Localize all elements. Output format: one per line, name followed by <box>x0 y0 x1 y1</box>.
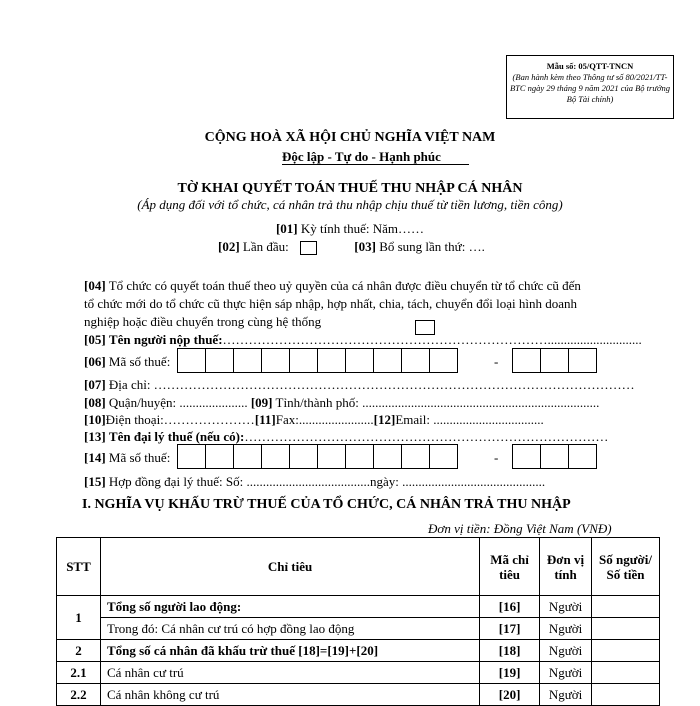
section-1-title: I. NGHĨA VỤ KHẤU TRỪ THUẾ CỦA TỔ CHỨC, CÁ NHÂN TRẢ THU NHẬP <box>82 497 571 512</box>
first-filing-checkbox[interactable] <box>300 241 317 255</box>
document-subtitle: (Áp dụng đối với tổ chức, cá nhân trả thu nhập chịu thuế từ tiền lương, tiền công) <box>137 197 563 212</box>
tax-id-dash: - <box>494 354 499 369</box>
section-04-line-1 <box>84 278 581 294</box>
tax-id-cells[interactable] <box>178 348 458 373</box>
tax-agent-id-cells[interactable] <box>178 444 458 469</box>
row-code: [17] <box>480 618 540 640</box>
table-header-row <box>57 538 660 596</box>
row-value-cell[interactable] <box>592 662 660 684</box>
province-field[interactable]: Tỉnh/thành phố: ......................................................................... <box>275 395 600 410</box>
email-field[interactable]: Email: .................................. <box>395 412 544 427</box>
table-row <box>57 684 660 706</box>
section-04-line-3: nghiệp hoặc điều chuyển trong cùng hệ thống <box>84 314 322 329</box>
row-unit: Người <box>540 618 592 640</box>
document-title: TỜ KHAI QUYẾT TOÁN THUẾ THU NHẬP CÁ NHÂN <box>177 181 523 196</box>
tax-agent-name-field[interactable]: ………………………………………………………………………… <box>244 429 609 444</box>
tax-agent-id-dash: - <box>494 450 499 465</box>
table-row <box>57 662 660 684</box>
address-field[interactable]: Địa chỉ: ………………………………………………………………………………………………… <box>108 377 635 392</box>
tax-period-line <box>0 221 700 237</box>
taxpayer-name-field[interactable]: …………………………………………………………………............................. <box>222 332 642 347</box>
field-code-07: [07] <box>84 377 106 392</box>
field-code-15: [15] <box>84 474 106 489</box>
supplement-label: Bổ sung lần thứ: …. <box>379 239 485 254</box>
section-04-line-2: tổ chức mới do tổ chức cũ thực hiện sáp nhập, hợp nhất, chia, tách, chuyển đổi loại hình doanh <box>84 296 578 311</box>
tax-period-label: Kỳ tính thuế: Năm…… <box>300 221 425 236</box>
field-code-09: [09] <box>250 395 273 410</box>
withholding-table <box>56 537 660 706</box>
phone-field[interactable]: Điện thoại:………………… <box>105 412 255 427</box>
address-line <box>84 377 635 393</box>
row-unit: Người <box>540 640 592 662</box>
currency-unit-note: Đơn vị tiền: Đồng Việt Nam (VNĐ) <box>428 521 612 536</box>
field-code-05: [05] <box>84 332 106 347</box>
form-code: Mẫu số: 05/QTT-TNCN <box>546 61 634 71</box>
field-code-14: [14] <box>84 450 106 465</box>
row-unit: Người <box>540 684 592 706</box>
row-stt: 1 <box>57 596 101 640</box>
field-code-04: [04] <box>84 278 106 293</box>
agent-contract-line <box>84 474 545 490</box>
row-code: [19] <box>480 662 540 684</box>
form-number-box <box>506 55 674 119</box>
row-label: Trong đó: Cá nhân cư trú có hợp đồng lao động <box>100 618 479 640</box>
field-code-12: [12] <box>373 412 396 427</box>
table-row <box>57 640 660 662</box>
district-field[interactable]: Quận/huyện: ..................... <box>108 395 248 410</box>
tax-id-line <box>84 354 170 370</box>
header-unit: Đơn vị tính <box>540 538 592 596</box>
header-indicator: Chỉ tiêu <box>100 538 479 596</box>
header-value: Số người/ Số tiền <box>592 538 660 596</box>
form-issuance-note: (Ban hành kèm theo Thông tư số 80/2021/TT-BTC ngày 29 tháng 9 năm 2021 của Bộ trưởng Bộ Tài chính) <box>509 72 671 104</box>
field-code-13: [13] <box>84 429 106 444</box>
row-value-cell[interactable] <box>592 684 660 706</box>
row-stt: 2.1 <box>57 662 101 684</box>
field-code-06: [06] <box>84 354 106 369</box>
tax-agent-name-line <box>84 429 608 445</box>
tax-id-branch-cells[interactable] <box>513 348 597 373</box>
row-code: [16] <box>480 596 540 618</box>
taxpayer-name-line <box>84 332 642 348</box>
row-value-cell[interactable] <box>592 640 660 662</box>
row-stt: 2 <box>57 640 101 662</box>
fax-field[interactable]: Fax:....................... <box>275 412 374 427</box>
contact-line <box>84 412 544 428</box>
district-province-line <box>84 395 599 411</box>
row-label: Tổng số cá nhân đã khấu trừ thuế [18]=[19]+[20] <box>100 640 479 662</box>
agent-contract-field[interactable]: Hợp đồng đại lý thuế: Số: ......................................ngày: ............................................ <box>108 474 546 489</box>
tax-agent-id-line <box>84 450 170 466</box>
field-code-02: [02] <box>218 239 240 254</box>
taxpayer-name-label: Tên người nộp thuế: <box>108 332 223 347</box>
first-filing-label: Lần đầu: <box>242 239 289 254</box>
row-unit: Người <box>540 662 592 684</box>
row-code: [20] <box>480 684 540 706</box>
row-label: Cá nhân không cư trú <box>100 684 479 706</box>
field-code-11: [11] <box>254 412 276 427</box>
country-name: CỘNG HOÀ XÃ HỘI CHỦ NGHĨA VIỆT NAM <box>204 130 496 145</box>
filing-type-line <box>218 239 485 255</box>
row-label: Tổng số người lao động: <box>100 596 479 618</box>
motto: Độc lập - Tự do - Hạnh phúc <box>282 149 469 165</box>
row-value-cell[interactable] <box>592 618 660 640</box>
header-indicator-code: Mã chỉ tiêu <box>480 538 540 596</box>
row-stt: 2.2 <box>57 684 101 706</box>
field-code-01: [01] <box>275 221 298 236</box>
field-code-10: [10] <box>84 412 106 427</box>
tax-agent-id-branch-cells[interactable] <box>513 444 597 469</box>
header-stt: STT <box>57 538 101 596</box>
tax-agent-id-label: Mã số thuế: <box>108 450 171 465</box>
row-value-cell[interactable] <box>592 596 660 618</box>
field-code-08: [08] <box>84 395 106 410</box>
row-unit: Người <box>540 596 592 618</box>
row-label: Cá nhân cư trú <box>100 662 479 684</box>
section-04-text-1: Tổ chức có quyết toán thuế theo uỷ quyền của cá nhân được điều chuyển từ tổ chức cũ đến <box>108 278 581 293</box>
field-code-03: [03] <box>354 239 376 254</box>
row-code: [18] <box>480 640 540 662</box>
tax-agent-name-label: Tên đại lý thuế (nếu có): <box>108 429 245 444</box>
table-row <box>57 596 660 618</box>
tax-id-label: Mã số thuế: <box>108 354 171 369</box>
table-row <box>57 618 660 640</box>
